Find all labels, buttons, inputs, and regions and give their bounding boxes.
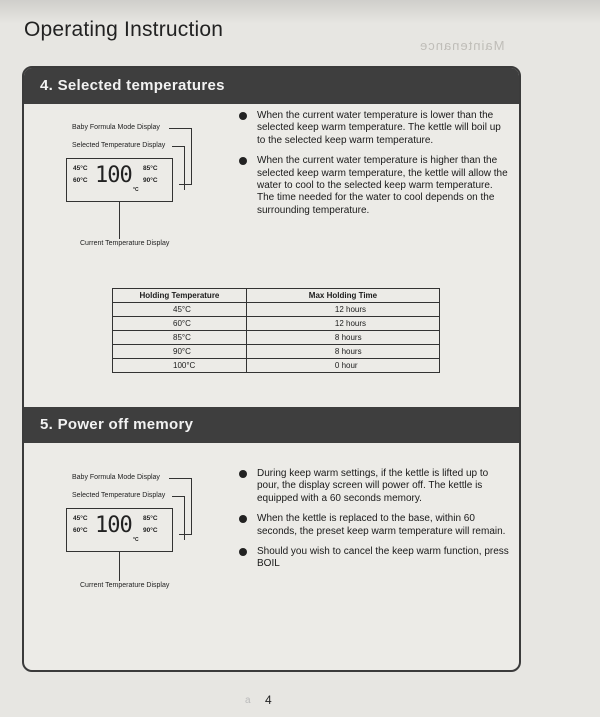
table-header: Holding Temperature [113, 289, 247, 303]
bullet-icon [239, 548, 247, 556]
list-item: When the current water temperature is lower than the selected keep warm temperature. The kettle will boil up to the selected keep warm temperature. [239, 110, 509, 147]
table-header: Max Holding Time [246, 289, 439, 303]
temp-85: 85°C [143, 515, 158, 522]
leader-line [191, 478, 192, 534]
table-row: 90°C 8 hours [113, 345, 440, 359]
list-item: When the kettle is replaced to the base, within 60 seconds, the preset keep warm temperature will remain. [239, 513, 509, 538]
holding-time-table [112, 288, 440, 373]
list-item-continuation: The time needed for the water to cool depends on the surrounding temperature. [257, 192, 495, 216]
section-heading-selected-temperatures: 4. Selected temperatures [24, 68, 519, 104]
lcd-unit: °C [133, 537, 139, 543]
lcd-display [66, 158, 173, 202]
leader-line [184, 146, 185, 190]
leader-line [172, 496, 184, 497]
temp-85: 85°C [143, 165, 158, 172]
temp-60: 60°C [73, 527, 88, 534]
leader-line [184, 496, 185, 540]
leader-line [169, 128, 191, 129]
leader-line [169, 478, 191, 479]
lcd-unit: °C [133, 187, 139, 193]
bullet-icon [239, 470, 247, 478]
section-heading-power-off-memory: 5. Power off memory [24, 407, 519, 443]
leader-line [172, 146, 184, 147]
mirrored-ghost-text: Maintenance [418, 38, 504, 53]
bullet-list [239, 110, 509, 225]
page-mark: a [245, 695, 251, 706]
page-number: 4 [265, 693, 272, 707]
temp-45: 45°C [73, 165, 88, 172]
bullet-icon [239, 112, 247, 120]
lcd-digits: 100 [95, 163, 132, 188]
selected-temp-label: Selected Temperature Display [72, 142, 166, 149]
list-item: Should you wish to cancel the keep warm function, press BOIL [239, 546, 509, 571]
list-item: During keep warm settings, if the kettle is lifted up to pour, the display screen will power off. The kettle is equipped with a 60 seconds memory. [239, 468, 509, 505]
page-title: Operating Instruction [24, 18, 224, 41]
temp-60: 60°C [73, 177, 88, 184]
bullet-icon [239, 515, 247, 523]
table-row: 45°C 12 hours [113, 303, 440, 317]
current-temp-label: Current Temperature Display [80, 240, 170, 247]
leader-line [119, 201, 120, 239]
leader-line [191, 128, 192, 184]
instruction-panel [22, 66, 521, 672]
temp-90: 90°C [143, 177, 158, 184]
table-row: 85°C 8 hours [113, 331, 440, 345]
temp-45: 45°C [73, 515, 88, 522]
table-header-row [113, 289, 440, 303]
leader-line [119, 551, 120, 581]
leader-line [179, 534, 192, 535]
table-row: 100°C 0 hour [113, 359, 440, 373]
bullet-list [239, 468, 509, 579]
lcd-digits: 100 [95, 513, 132, 538]
table-row: 60°C 12 hours [113, 317, 440, 331]
current-temp-label: Current Temperature Display [80, 582, 170, 589]
selected-temp-label: Selected Temperature Display [72, 492, 166, 499]
list-item: When the current water temperature is higher than the selected keep warm temperature, the kettle will allow the water to cool to the selected keep warm temperature. [239, 155, 509, 192]
temp-90: 90°C [143, 527, 158, 534]
display-diagram [24, 468, 224, 608]
baby-formula-label: Baby Formula Mode Display [72, 124, 160, 131]
baby-formula-label: Baby Formula Mode Display [72, 474, 160, 481]
display-diagram [24, 118, 224, 258]
lcd-display [66, 508, 173, 552]
leader-line [179, 184, 192, 185]
bullet-icon [239, 157, 247, 165]
